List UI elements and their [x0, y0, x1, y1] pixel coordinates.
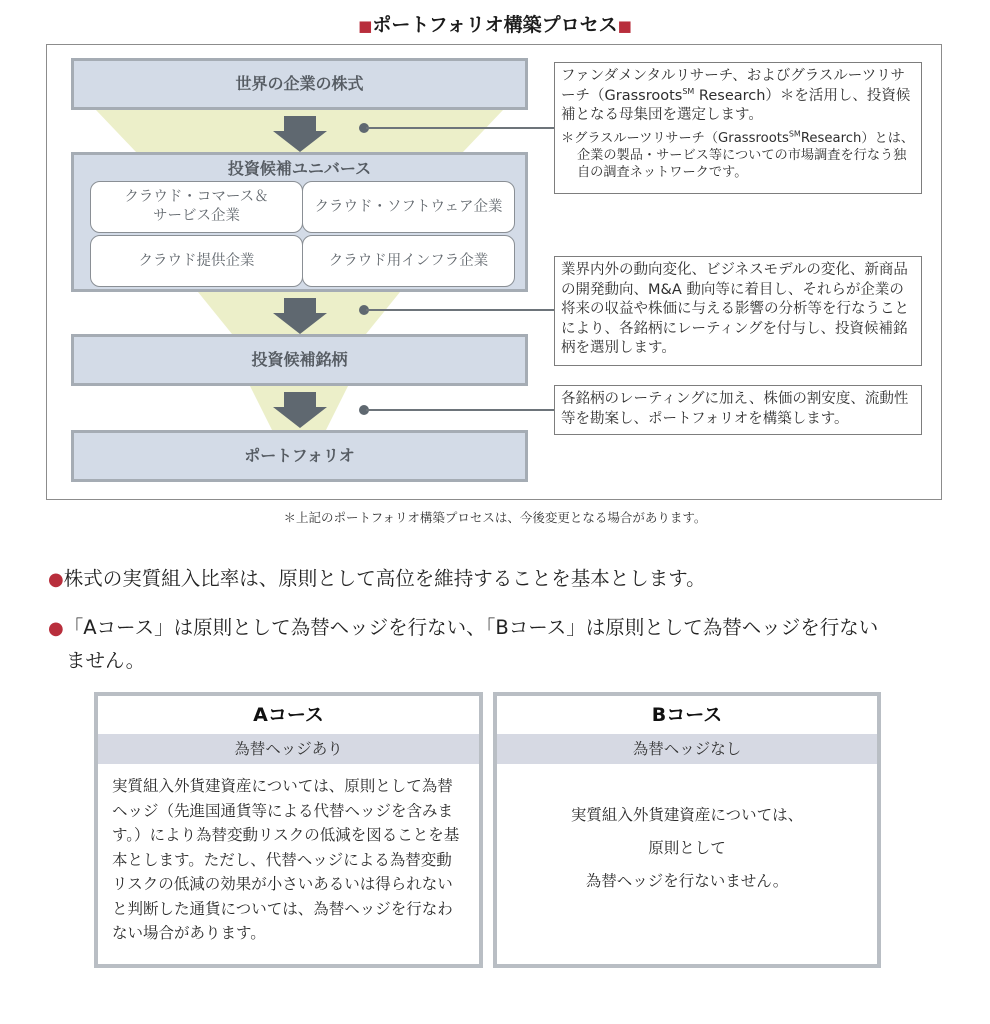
note-text: 業界内外の動向変化、ビジネスモデルの変化、新商品の開発動向、M&A 動向等に着目し、それらが企業の将来の収益や株価に与える影響の分析等を行なうことにより、各銘柄にレーティングを付与し、投資候補銘柄を選別します。 — [561, 262, 909, 356]
course-description — [497, 764, 877, 898]
title-marker-left: ■ — [358, 17, 373, 35]
course-title: Bコース — [651, 704, 723, 726]
stage-investment-universe — [71, 152, 528, 292]
stage-global-equities — [71, 58, 528, 110]
note-portfolio-construction — [554, 385, 922, 435]
title-marker-right: ■ — [617, 17, 632, 35]
stage-label: 世界の企業の株式 — [235, 74, 364, 93]
service-mark: SM — [788, 129, 801, 139]
title-text: ポートフォリオ構築プロセス — [372, 14, 618, 36]
bullet-text: 「Aコース」は原則として為替ヘッジを行ない、「Bコース」は原則として為替ヘッジを行ない — [63, 616, 879, 639]
page-title — [0, 10, 990, 37]
course-a-card — [94, 692, 483, 968]
note-text: ファンダメンタルリサーチ、およびグラスルーツリサーチ（Grassroots — [561, 68, 905, 104]
connector-line — [366, 409, 554, 411]
category-cloud-provider: クラウド提供企業 — [90, 235, 303, 287]
connector-line — [366, 309, 554, 311]
note-main-text — [561, 67, 915, 126]
stage-label: 投資候補銘柄 — [251, 350, 348, 369]
bullet-dot-icon: ● — [48, 618, 64, 639]
bullet-text: 株式の実質組入比率は、原則として高位を維持することを基本とします。 — [63, 567, 706, 590]
stage-portfolio — [71, 430, 528, 482]
process-footnote: ＊上記のポートフォリオ構築プロセスは、今後変更となる場合があります。 — [283, 510, 707, 525]
down-arrow-icon — [273, 392, 327, 428]
bullet-text-continued: ません。 — [66, 649, 146, 672]
category-cloud-software: クラウド・ソフトウェア企業 — [302, 181, 515, 233]
note-footnote — [561, 130, 915, 181]
course-description: 実質組入外貨建資産については、原則として為替ヘッジ（先進国通貨等による代替ヘッジを含みます。）により為替変動リスクの低減を図ることを基本とします。ただし、代替ヘッジによる為替変動リスクの低減の効果が小さいあるいは得られないと判断した通貨については、為替ヘッジを行なわない場合があります。 — [112, 777, 460, 942]
bullet-hedge-policy — [48, 612, 948, 677]
down-arrow-icon — [273, 298, 327, 334]
course-hedge-label: 為替ヘッジなし — [497, 734, 877, 764]
course-b-card — [493, 692, 881, 968]
course-title: Aコース — [253, 704, 324, 726]
course-description-line: 原則として — [648, 839, 726, 857]
category-cloud-commerce: クラウド・コマース＆ サービス企業 — [90, 181, 303, 233]
note-text: 各銘柄のレーティングに加え、株価の割安度、流動性等を勘案し、ポートフォリオを構築します。 — [561, 391, 909, 427]
course-description-line: 実質組入外貨建資産については、 — [570, 806, 804, 824]
course-description-line: 為替ヘッジを行ないません。 — [585, 872, 789, 890]
stage-label: ポートフォリオ — [244, 446, 355, 465]
note-footnote-text: Research）とは、 — [800, 130, 915, 146]
service-mark: SM — [682, 86, 695, 96]
connector-line — [366, 127, 554, 129]
note-stock-selection — [554, 256, 922, 366]
note-text: Research）＊を活用し、投資候補となる母集団を選定します。 — [561, 87, 911, 123]
bullet-dot-icon: ● — [48, 569, 64, 590]
note-footnote-text: 企業の製品・サービス等についての市場調査を行なう独自の調査ネットワークです。 — [577, 147, 907, 180]
bullet-equity-ratio — [48, 563, 948, 596]
course-hedge-label: 為替ヘッジあり — [98, 734, 479, 764]
note-universe-selection — [554, 62, 922, 194]
stage-candidate-stocks — [71, 334, 528, 386]
stage-label: 投資候補ユニバース — [227, 159, 372, 178]
note-footnote-text: ＊グラスルーツリサーチ（Grassroots — [561, 130, 789, 146]
down-arrow-icon — [273, 116, 327, 152]
category-cloud-infrastructure: クラウド用インフラ企業 — [302, 235, 515, 287]
